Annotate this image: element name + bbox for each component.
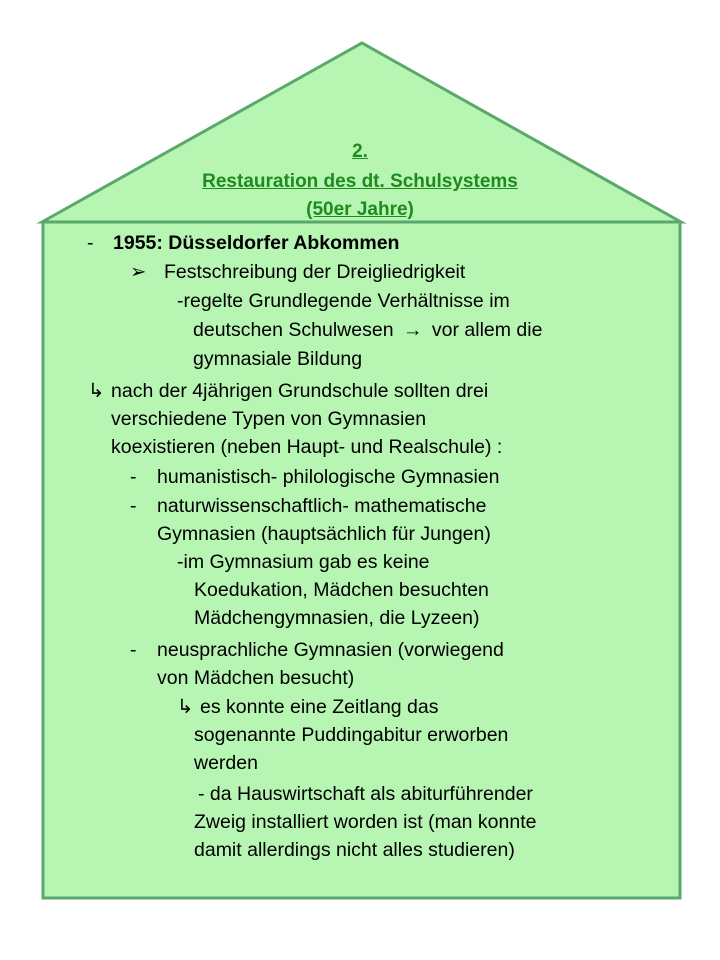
dash-bullet: -: [87, 232, 94, 254]
line-4-text-a: deutschen Schulwesen: [193, 319, 394, 341]
line-6-text: nach der 4jährigen Grundschule sollten drei: [111, 380, 489, 402]
line-10: [130, 494, 486, 518]
hook-arrow-icon: ↳: [177, 696, 194, 718]
hook-arrow-icon: ↳: [88, 380, 105, 402]
line-11: Gymnasien (hauptsächlich für Jungen): [157, 523, 491, 545]
line-15-text: neusprachliche Gymnasien (vorwiegend: [157, 639, 504, 661]
dash-bullet: -: [130, 495, 137, 517]
line-17: [177, 695, 439, 719]
arrow-bullet-icon: ➢: [130, 261, 147, 283]
line-4: [193, 318, 542, 342]
line-7: verschiedene Typen von Gymnasien: [111, 408, 427, 430]
line-12: -im Gymnasium gab es keine: [177, 551, 430, 573]
line-14: Mädchengymnasien, die Lyzeen): [194, 607, 480, 629]
line-9-text: humanistisch- philologische Gymnasien: [157, 466, 500, 488]
line-2: [130, 260, 465, 284]
line-4-text-b: vor allem die: [431, 319, 543, 341]
line-6: [88, 379, 488, 403]
title-number: 2.: [352, 141, 368, 162]
right-arrow-icon: →: [402, 319, 423, 341]
title-period: (50er Jahre): [306, 199, 414, 220]
line-9: [130, 465, 500, 489]
line-10-text: naturwissenschaftlich- mathematische: [157, 495, 487, 517]
line-16: von Mädchen besucht): [157, 667, 355, 689]
line-21: Zweig installiert worden ist (man konnte: [194, 811, 537, 833]
line-18: sogenannte Puddingabitur erworben: [194, 724, 509, 746]
line-20: - da Hauswirtschaft als abiturführender: [198, 783, 533, 805]
line-8: koexistieren (neben Haupt- und Realschule) :: [111, 436, 503, 458]
line-1-text: 1955: Düsseldorfer Abkommen: [113, 232, 400, 254]
line-17-text: es konnte eine Zeitlang das: [200, 696, 439, 718]
line-15: [130, 638, 504, 662]
title-heading: Restauration des dt. Schulsystems: [202, 171, 518, 192]
line-5: gymnasiale Bildung: [193, 348, 363, 370]
dash-bullet: -: [130, 466, 137, 488]
line-19: werden: [194, 752, 258, 774]
dash-bullet: -: [130, 639, 137, 661]
line-1: [87, 231, 399, 255]
line-2-text: Festschreibung der Dreigliedrigkeit: [164, 261, 466, 283]
line-3: -regelte Grundlegende Verhältnisse im: [177, 290, 510, 312]
line-22: damit allerdings nicht alles studieren): [194, 839, 515, 861]
roof-triangle: [42, 43, 681, 222]
line-13: Koedukation, Mädchen besuchten: [194, 579, 489, 601]
